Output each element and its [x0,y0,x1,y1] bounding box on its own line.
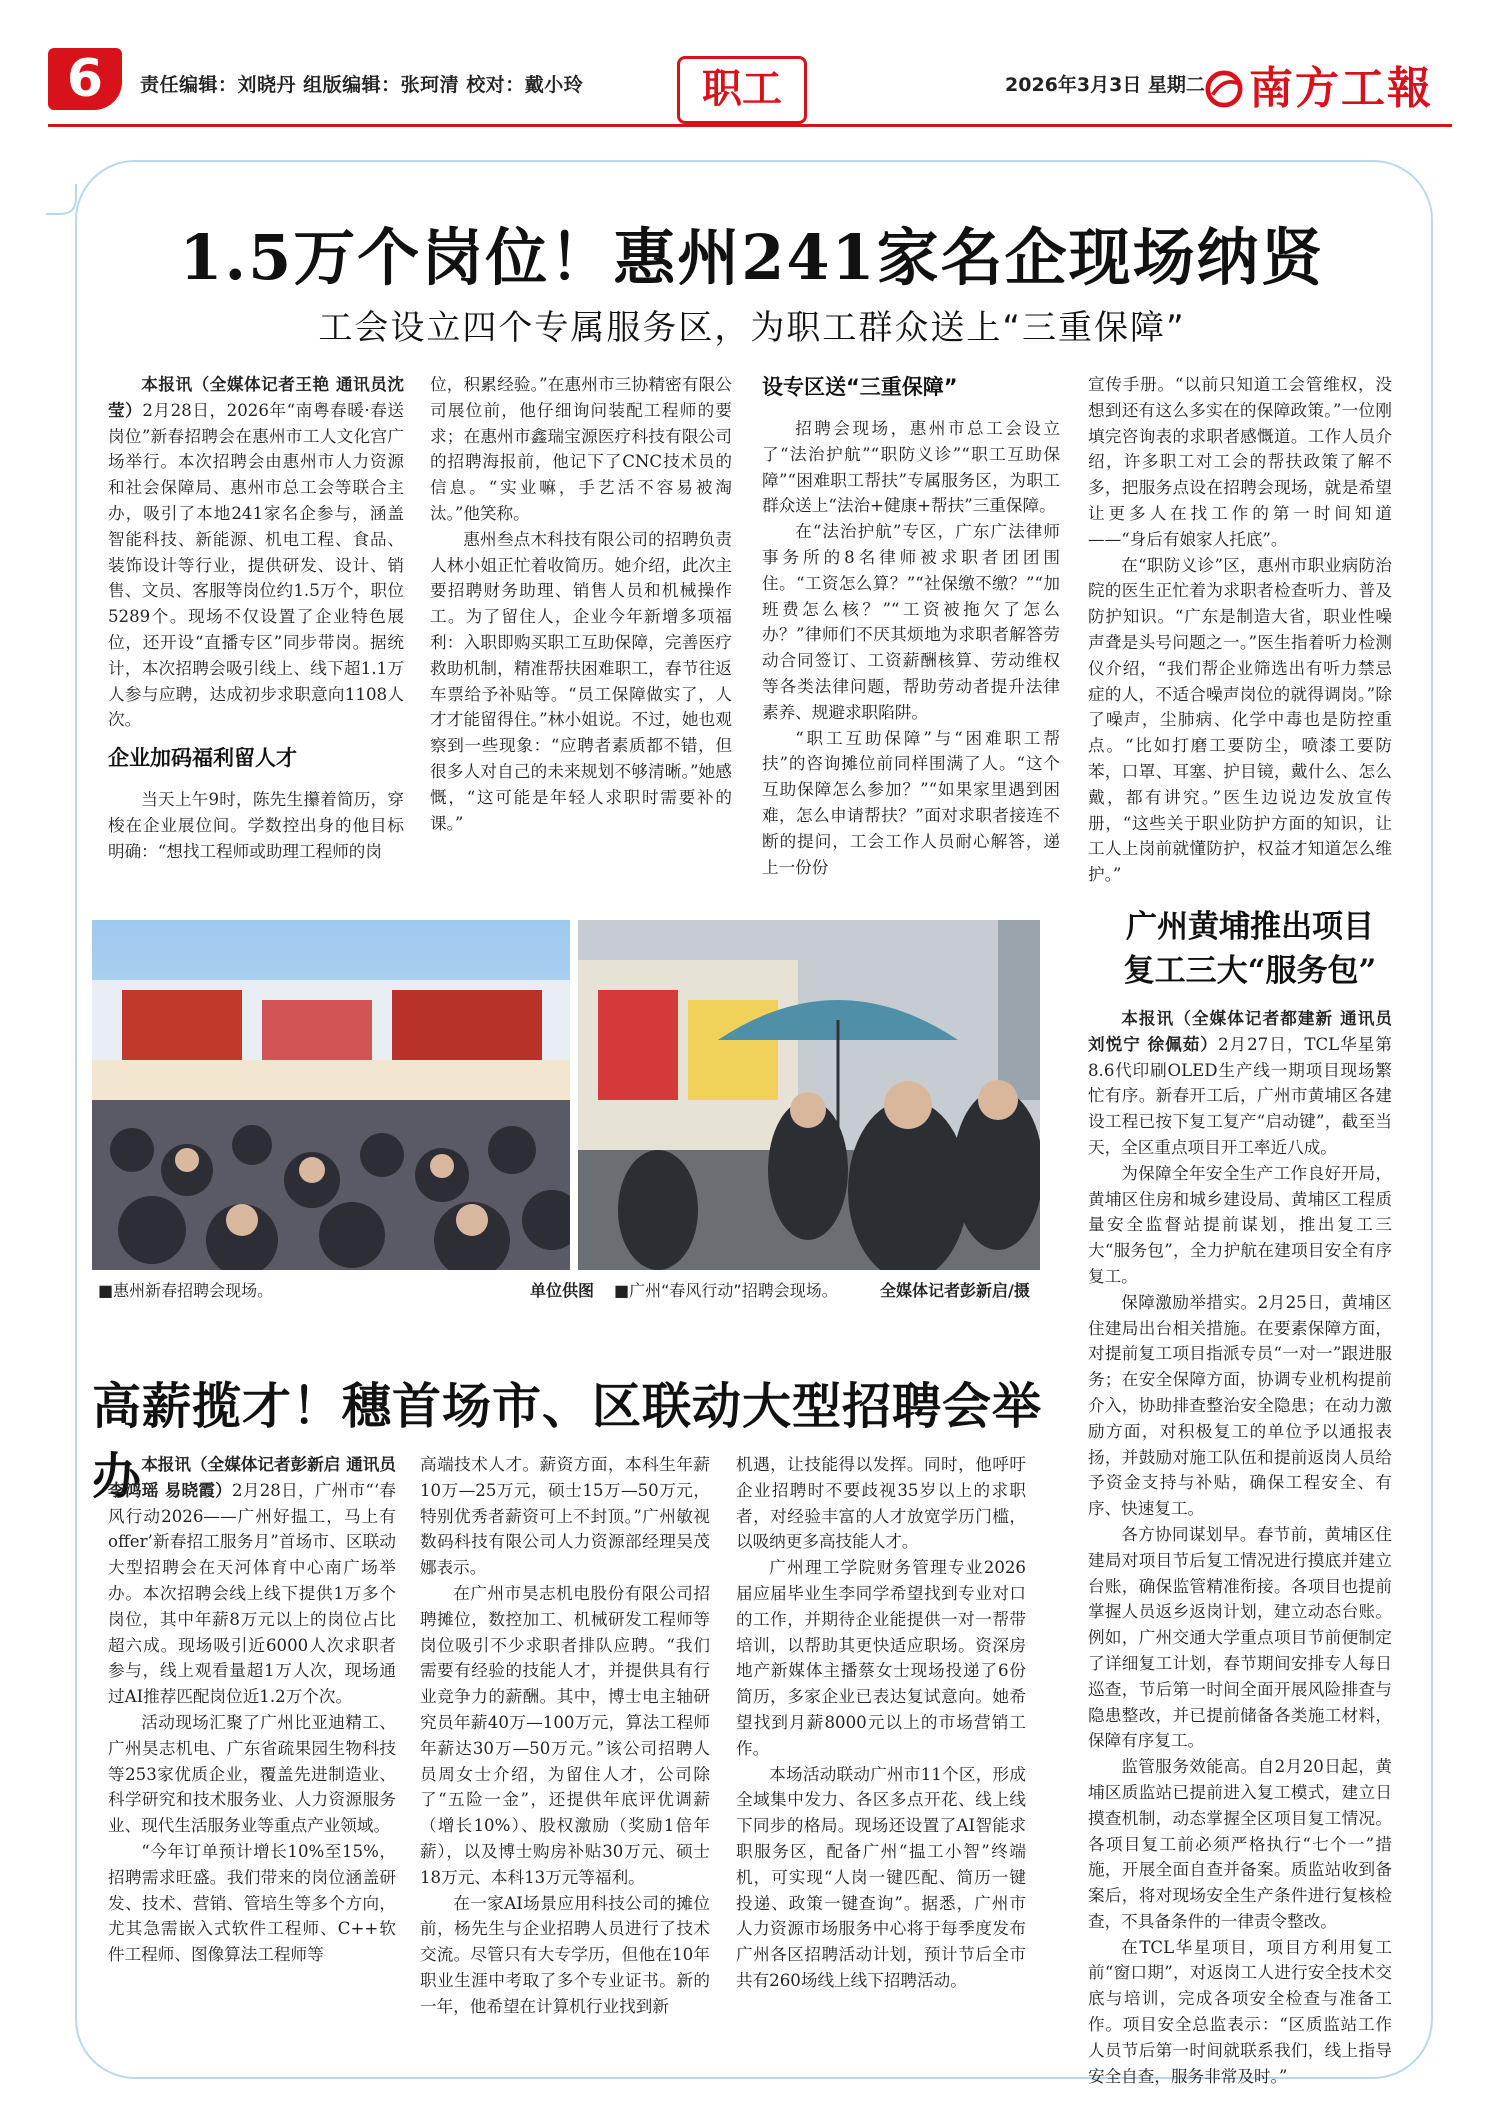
subheading: 企业加码福利留人才 [108,746,297,771]
header-rule [48,124,1452,127]
paragraph: 招聘会现场，惠州市总工会设立了“法治护航”“职防义诊”“职工互助保障”“困难职工帮扶”专属服务区，为职工群众送上“法治+健康+帮扶”三重保障。 [762,419,1060,516]
subheading: 设专区送“三重保障” [762,375,958,399]
paragraph: 在“法治护航”专区，广东广法律师事务所的8名律师被求职者团团围住。“工资怎么算？”“社保缴不缴？”“加班费怎么核？”“工资被拖欠了怎么办？”律师们不厌其烦地为求职者解答劳动合同签订、工资薪酬核算、劳动维权等各类法律问题，帮助劳动者提升法律素养、规避求职陷阱。 [762,522,1060,722]
paragraph: 监管服务效能高。自2月20日起，黄埔区质监站已提前进入复工模式，建立日摸查机制，动态掌握全区项目复工情况。各项目复工前必须严格执行“七个一”措施，开展全面自查并备案。质监站收到备案后，将对现场安全生产条件进行复核检查，不具备条件的一律责令整改。 [1088,1757,1392,1931]
paragraph: 活动现场汇聚了广州比亚迪精工、广州昊志机电、广东省疏果园生物科技等253家优质企业，覆盖先进制造业、科学研究和技术服务业、人力资源服务业、现代生活服务业等重点产业领域。 [108,1712,396,1836]
photo-credit-right: 全媒体记者彭新启/摄 [880,1281,1030,1300]
article-title-huangpu [1090,905,1410,993]
paragraph: 保障激励举措实。2月25日，黄埔区住建局出台相关措施。在要素保障方面，对提前复工项目指派专员“一对一”跟进服务；在安全保障方面，协调专业机构提前介入，协助排查整治安全隐患；在动力激励方面，对积极复工的单位予以通报表扬，并鼓励对施工队伍和提前返岗人员给予资金支持与补贴，确保工程安全、有序、快速复工。 [1088,1292,1392,1519]
editor-credits: 责任编辑：刘晓丹 组版编辑：张珂清 校对：戴小玲 [140,74,584,96]
paragraph: 本场活动联动广州市11个区，形成全域集中发力、各区多点开花、线上线下同步的格局。现场还设置了AI智能求职服务区，配备广州“揾工小智”终端机，可实现“人岗一键匹配、简历一键投递、政策一键查询”。据悉，广州市人力资源市场服务中心将于每季度发布广州各区招聘活动计划，预计节后全市共有260场线上线下招聘活动。 [736,1764,1026,1990]
byline: 本报讯（全媒体记者王艳 通讯员沈莹） [108,375,404,420]
article2-column-2 [420,1452,710,2020]
paragraph: 为保障全年安全生产工作良好开局，黄埔区住房和城乡建设局、黄埔区工程质量安全监督站提前谋划，推出复工三大“服务包”，全力护航在建项目安全有序复工。 [1088,1163,1392,1286]
byline: 本报讯（全媒体记者彭新启 通讯员李鸿瑶 易晓霞） [108,1455,396,1500]
article3-column [1088,1006,1392,2089]
paragraph: 在广州市昊志机电股份有限公司招聘摊位，数控加工、机械研发工程师等岗位吸引不少求职者排队应聘。“我们需要有经验的技能人才，并提供具有行业竞争力的薪酬。其中，博士电主轴研究员年薪40万—100万元，算法工程师年薪达30万—50万元。”该公司招聘人员周女士介绍，为留住人才，公司除了“五险一金”，还提供年底评优调薪（增长10%）、股权激励（奖励1倍年薪），以及博士购房补贴30万元、硕士18万元、本科13万元等福利。 [420,1583,710,1887]
paragraph: 在TCL华星项目，项目方利用复工前“窗口期”，对返岗工人进行安全技术交底与培训，完成各项安全检查与准备工作。项目安全总监表示：“区质监站工作人员节后第一时间就联系我们，线上指导安全自查，服务非常及时。” [1088,1937,1392,2086]
paragraph: 宣传手册。“以前只知道工会管维权，没想到还有这么多实在的保障政策。”一位刚填完咨询表的求职者感慨道。工作人员介绍，许多职工对工会的帮扶政策了解不多，把服务点设在招聘会现场，就是希望让更多人在找工作的第一时间知道——“身后有娘家人托底”。 [1088,375,1392,549]
paragraph: 2月27日，TCL华星第8.6代印刷OLED生产线一期项目现场繁忙有序。新春开工后，广州市黄埔区各建设工程已按下复工复产“启动键”，截至当天，全区重点项目开工率近八成。 [1088,1034,1392,1157]
paragraph: 在一家AI场景应用科技公司的摊位前，杨先生与企业招聘人员进行了技术交流。尽管只有大专学历，但他在10年职业生涯中考取了多个专业证书。新的一年，他希望在计算机行业找到新 [420,1893,710,2016]
paragraph: “今年订单预计增长10%至15%，招聘需求旺盛。我们带来的岗位涵盖研发、技术、营销、管培生等多个方向，尤其急需嵌入式软件工程师、C++软件工程师、图像算法工程师等 [108,1841,396,1965]
title-line: 复工三大“服务包” [1123,953,1377,989]
byline: 本报讯（全媒体记者都建新 通讯员刘悦宁 徐佩茹） [1088,1009,1392,1054]
page-number: 6 [48,48,122,110]
paragraph: “职工互助保障”与“困难职工帮扶”的咨询摊位前同样围满了人。“这个互助保障怎么参加？”“如果家里遇到困难，怎么申请帮扶？”面对求职者接连不断的提问，工会工作人员耐心解答，递上一份份 [762,728,1060,877]
article1-column-4 [1088,372,1392,888]
photo-credit-left: 单位供图 [530,1281,595,1300]
photo-caption-left: ■惠州新春招聘会现场。 [98,1281,274,1300]
paragraph: 机遇，让技能得以发挥。同时，他呼吁企业招聘时不要歧视35岁以上的求职者，对经验丰富的人才放宽学历门槛，以吸纳更多高技能人才。 [736,1455,1026,1552]
brand-logo-icon [1205,70,1243,108]
article1-column-1 [108,372,404,865]
article-subtitle-huizhou: 工会设立四个专属服务区，为职工群众送上“三重保障” [318,308,1186,348]
paragraph: 惠州叁点木科技有限公司的招聘负责人林小姐正忙着收简历。她介绍，此次主要招聘财务助理、销售人员和机械操作工。为了留住人，企业今年新增多项福利：入职即购买职工互助保障，完善医疗救助机制，精准帮扶困难职工，春节往返车票给予补贴等。“员工保障做实了，人才才能留得住。”林小姐说。不过，她也观察到一些现象：“应聘者素质都不错，但很多人对自己的未来规划不够清晰。”她感慨，“这可能是年轻人求职时需要补的课。” [430,529,732,833]
paragraph: 在“职防义诊”区，惠州市职业病防治院的医生正忙着为求职者检查听力、普及防护知识。“广东是制造大省，职业性噪声聋是头号问题之一。”医生指着听力检测仪介绍，“我们帮企业筛选出有听力禁忌症的人，不适合噪声岗位的就得调岗。”除了噪声，尘肺病、化学中毒也是防控重点。“比如打磨工要防尘，喷漆工要防苯，口罩、耳塞、护目镜，戴什么、怎么戴，都有讲究。”医生边说边发放宣传册，“这些关于职业防护方面的知识，让工人上岗前就懂防护，权益才知道怎么维护。” [1088,555,1392,885]
photo-huizhou-job-fair [92,920,570,1270]
title-line: 广州黄埔推出项目 [1126,909,1374,945]
article-title-guangzhou: 高薪揽才！穗首场市、区联动大型招聘会举办 [92,1377,1043,1505]
photo-caption-right: ■广州“春风行动”招聘会现场。 [614,1281,838,1300]
article1-column-2 [430,372,732,836]
paragraph: 2月28日，广州市“‘春风行动2026——广州好揾工，马上有offer’新春招工服务月”首场市、区联动大型招聘会在天河体育中心南广场举办。本次招聘会线上线下提供1万多个岗位，其中年薪8万元以上的岗位占比超六成。现场吸引近6000人次求职者参与，线上观看量超1万人次，现场通过AI推荐匹配岗位近1.2万个次。 [108,1480,396,1707]
paragraph: 位，积累经验。”在惠州市三协精密有限公司展位前，他仔细询问装配工程师的要求；在惠州市鑫瑞宝源医疗科技有限公司的招聘海报前，他记下了CNC技术员的信息。“实业嘛，手艺活不容易被淘汰。”他笑称。 [430,375,732,523]
paragraph: 当天上午9时，陈先生攥着简历，穿梭在企业展位间。学数控出身的他目标明确：“想找工程师或助理工程师的岗 [108,790,404,861]
section-label: 职工 [677,56,807,124]
paragraph: 广州理工学院财务管理专业2026届应届毕业生李同学希望找到专业对口的工作，并期待企业能提供一对一帮带培训，以帮助其更快适应职场。资深房地产新媒体主播蔡女士现场投递了6份简历，多家企业已表达复试意向。她希望找到月薪8000元以上的市场营销工作。 [736,1558,1026,1758]
article1-column-3 [762,372,1060,880]
issue-date: 2026年3月3日 星期二 [1005,74,1205,96]
photo-guangzhou-job-fair [578,920,1040,1270]
paragraph: 2月28日，2026年“南粤春暖·春送岗位”新春招聘会在惠州市工人文化宫广场举行。本次招聘会由惠州市人力资源和社会保障局、惠州市总工会等联合主办，吸引了本地241家名企参与，涵盖智能科技、新能源、机电工程、食品、装饰设计等行业，提供研发、设计、销售、文员、客服等岗位约1.5万个，职位5289个。现场不仅设置了企业特色展位，还开设“直播专区”同步带岗。据统计，本次招聘会吸引线上、线下超1.1万人参与应聘，达成初步求职意向1108人次。 [108,400,404,730]
article2-column-1 [108,1452,396,1968]
paragraph: 高端技术人才。薪资方面，本科生年薪10万—25万元，硕士15万—50万元，特别优秀者薪资可上不封顶。”广州敏视数码科技有限公司人力资源部经理吴茂娜表示。 [420,1455,710,1578]
brand-name: 南方工報 [1249,63,1433,114]
article-title-huizhou: 1.5万个岗位！惠州241家名企现场纳贤 [179,221,1325,294]
paragraph: 各方协同谋划早。春节前，黄埔区住建局对项目节后复工情况进行摸底并建立台账，确保监管精准衔接。各项目也提前掌握人员返乡返岗计划，建立动态台账。例如，广州交通大学重点项目节前便制定了详细复工计划，春节期间安排专人每日巡查，节后第一时间全面开展风险排查与隐患整改，并已提前储备各类施工材料，保障有序复工。 [1088,1524,1392,1751]
article2-column-3 [736,1452,1026,1994]
masthead-brand [1205,52,1433,116]
